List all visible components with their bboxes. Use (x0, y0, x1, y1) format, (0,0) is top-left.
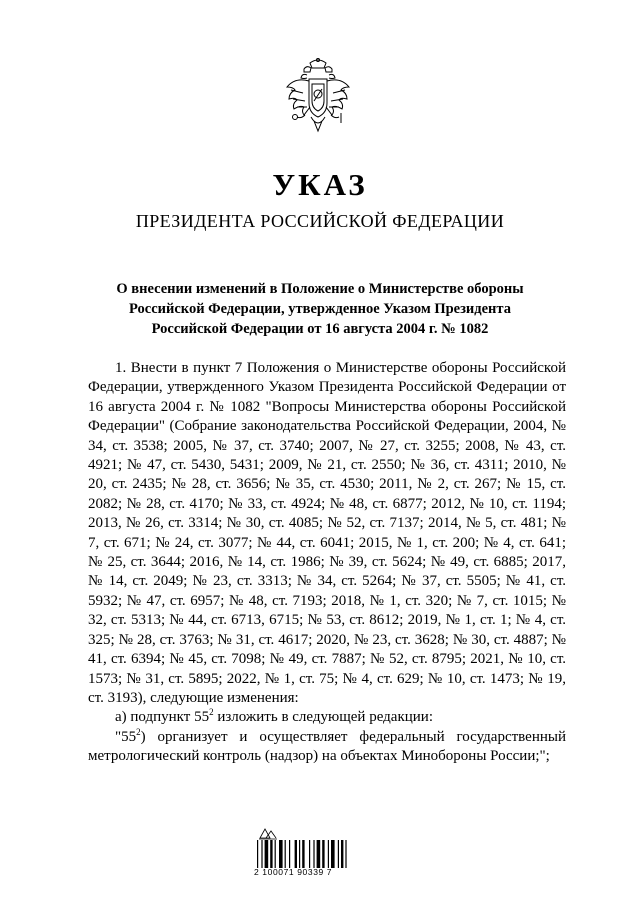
quote-prefix: "55 (115, 728, 137, 745)
barcode-icon (257, 840, 385, 870)
heading-line: Российской Федерации от 16 августа 2004 г. № 1082 (151, 321, 489, 337)
quoted-text (88, 728, 566, 767)
russian-coat-of-arms-icon (283, 57, 353, 137)
superscript: 2 (209, 707, 214, 718)
heading-line: Российской Федерации, утвержденное Указом Президента (129, 301, 511, 317)
subparagraph-a-prefix: а) подпункт 55 (115, 709, 210, 726)
heading-line: О внесении изменений в Положение о Министерстве обороны (116, 281, 524, 297)
quote-suffix: ) организует и осуществляет федеральный государственный метрологический контроль (надзор) на объектах Минобороны России;"; (88, 728, 566, 765)
paragraph-1: 1. Внести в пункт 7 Положения о Министерстве обороны Российской Федерации, утвержденного Указом Президента Российской Федерации от 16 августа 2004 г. № 1082 "Вопросы Министерства обороны Российской Федерации" (Собрание законодательства Российской Федерации, 2004, № 34, ст. 3538; 2005, № 37, ст. 3740; 2007, № 27, ст. 3255; 2008, № 43, ст. 4921; № 47, ст. 5430, 5431; 2009, № 21, ст. 2550; № 36, ст. 4311; 2010, № 20, ст. 2435; № 28, ст. 3656; № 35, ст. 4530; 2011, № 2, ст. 267; № 15, ст. 2082; № 28, ст. 4170; № 33, ст. 4924; № 48, ст. 6877; 2012, № 10, ст. 1194; 2013, № 26, ст. 3314; № 30, ст. 4085; № 52, ст. 7137; 2014, № 5, ст. 481; № 7, ст. 671; № 24, ст. 3077; № 44, ст. 6041; 2015, № 1, ст. 200; № 4, ст. 641; № 25, ст. 3644; 2016, № 14, ст. 1986; № 39, ст. 5624; № 49, ст. 6885; 2017, № 14, ст. 2049; № 23, ст. 3313; № 34, ст. 5264; № 37, ст. 5505; № 41, ст. 5932; № 47, ст. 6957; № 48, ст. 7193; 2018, № 1, ст. 320; № 7, ст. 1015; № 32, ст. 5313; № 44, ст. 6713, 6715; № 53, ст. 8612; 2019, № 1, ст. 1; № 4, ст. 325; № 28, ст. 3763; № 31, ст. 4617; 2020, № 23, ст. 3628; № 30, ст. 4887; № 41, ст. 6394; № 45, ст. 7098; № 49, ст. 7887; № 52, ст. 8795; 2021, № 10, ст. 1573; № 31, ст. 5895; 2022, № 1, ст. 75; № 4, ст. 629; № 10, ст. 1473; № 19, ст. 3193), следующие изменения: (88, 360, 566, 706)
barcode-number: 2 100071 90339 7 (254, 867, 333, 877)
subparagraph-a (88, 708, 566, 727)
document-heading (60, 279, 580, 339)
subparagraph-a-suffix: изложить в следующей редакции: (213, 709, 433, 726)
page-title: УКАЗ (272, 167, 368, 202)
document-body (88, 359, 566, 767)
print-stamp-icon (257, 826, 279, 840)
page-subtitle: ПРЕЗИДЕНТА РОССИЙСКОЙ ФЕДЕРАЦИИ (135, 211, 505, 231)
superscript: 2 (136, 726, 141, 737)
